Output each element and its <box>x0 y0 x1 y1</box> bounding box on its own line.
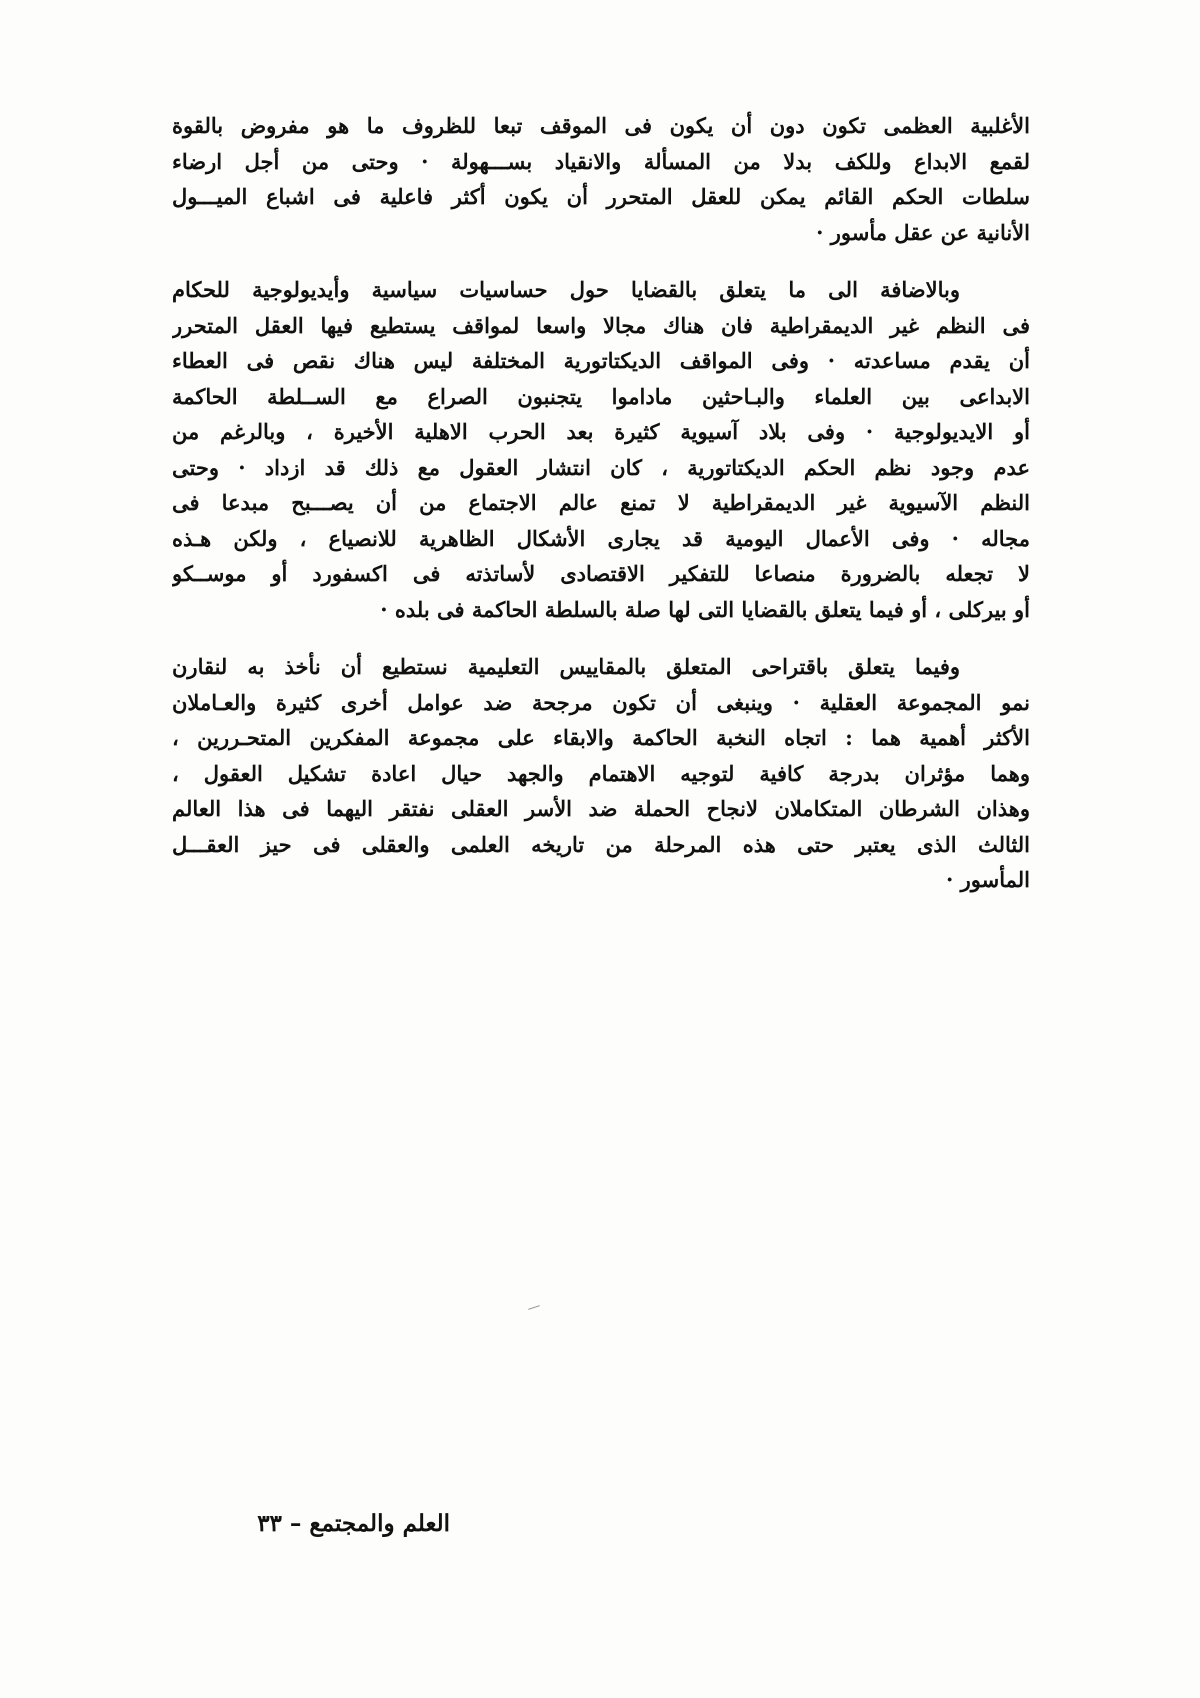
text-line: المأسور · <box>946 867 1030 892</box>
text-line: وهذان الشرطان المتكاملان لانجاح الحملة ضد الأسر العقلى نفتقر اليهما فى هذا العالم <box>172 796 1030 821</box>
text-line: نمو المجموعة العقلية · وينبغى أن تكون مرجحة ضد عوامل أخرى كثيرة والعـاملان <box>172 689 1030 715</box>
paragraph-1 <box>172 108 1030 250</box>
scan-speck <box>528 1305 540 1310</box>
text-line: الأكثر أهمية هما : اتجاه النخبة الحاكمة والابقاء على مجموعة المفكرين المتحـررين ، <box>172 725 1030 750</box>
text-line: سلطات الحكم القائم يمكن للعقل المتحرر أن يكون أكثر فاعلية فى اشباع الميـــول <box>172 184 1030 209</box>
text-line: وفيما يتعلق باقتراحى المتعلق بالمقاييس التعليمية نستطيع أن نأخذ به لنقارن <box>172 654 961 679</box>
text-line: النظم الآسيوية غير الديمقراطية لا تمنع عالم الاجتماع من أن يصـــبح مبدعا فى <box>172 490 1030 515</box>
paragraph-3 <box>172 649 1030 898</box>
text-line: لا تجعله بالضرورة منصاعا للتفكير الاقتصادى لأساتذته فى اكسفورد أو موســكو <box>172 561 1030 586</box>
body-text <box>172 108 1030 920</box>
paragraph-2 <box>172 272 1030 627</box>
text-line: فى النظم غير الديمقراطية فان هناك مجالا واسعا لمواقف يستطيع فيها العقل المتحرر <box>172 312 1030 338</box>
text-line: الابداعى بين العلماء والبـاحثين ماداموا يتجنبون الصراع مع الســلطة الحاكمة <box>172 383 1030 409</box>
text-line: أو الايديولوجية · وفى بلاد آسيوية كثيرة بعد الحرب الاهلية الأخيرة ، وبالرغم من <box>172 419 1030 444</box>
text-line: وبالاضافة الى ما يتعلق بالقضايا حول حساسيات سياسية وأيديولوجية للحكام <box>172 277 960 302</box>
text-line: مجاله · وفى الأعمال اليومية قد يجارى الأشكال الظاهرية للانصياع ، ولكن هـذه <box>172 525 1030 551</box>
text-line: عدم وجود نظم الحكم الديكتاتورية ، كان انتشار العقول مع ذلك قد ازداد · وحتى <box>172 454 1030 480</box>
text-line: أو بيركلى ، أو فيما يتعلق بالقضايا التى لها صلة بالسلطة الحاكمة فى بلده · <box>380 596 1030 622</box>
text-line: الثالث الذى يعتبر حتى هذه المرحلة من تاريخه العلمى والعقلى فى حيز العقـــل <box>172 831 1030 857</box>
text-line: وهما مؤثران بدرجة كافية لتوجيه الاهتمام والجهد حيال اعادة تشكيل العقول ، <box>172 760 1030 786</box>
page-footer: العلم والمجتمع – ٣٣ <box>257 1510 450 1537</box>
text-line: أن يقدم مساعدته · وفى المواقف الديكتاتورية المختلفة ليس هناك نقص فى العطاء <box>172 348 1030 373</box>
text-line: الأغلبية العظمى تكون دون أن يكون فى الموقف تبعا للظروف ما هو مفروض بالقوة <box>172 113 1030 138</box>
text-line: لقمع الابداع وللكف بدلا من المسألة والانقياد بســـهولة · وحتى من أجل ارضاء <box>172 148 1030 174</box>
text-line: الأنانية عن عقل مأسور · <box>816 219 1030 245</box>
